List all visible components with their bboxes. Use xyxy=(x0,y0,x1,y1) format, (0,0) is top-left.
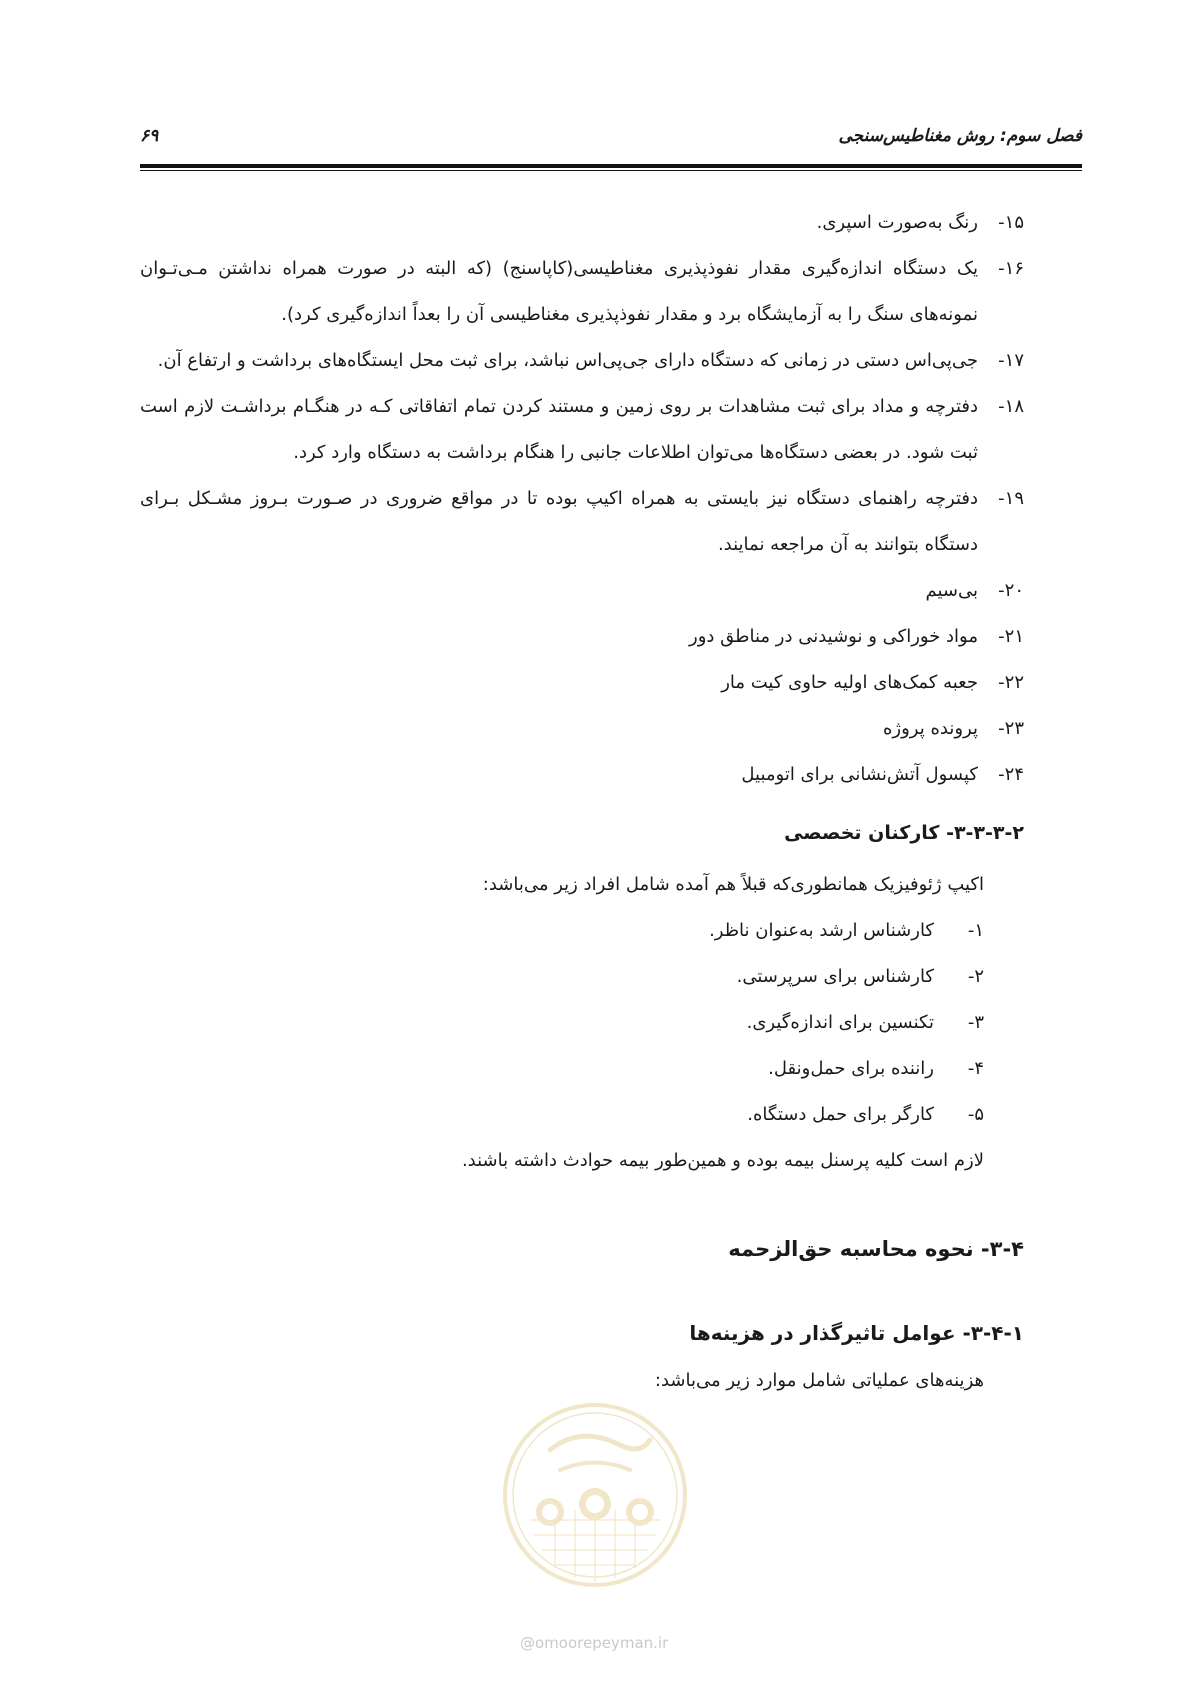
item-text: پرونده پروژه xyxy=(882,718,978,739)
item-number: ۱۵- xyxy=(998,212,1024,233)
item-number: ۴- xyxy=(967,1058,984,1079)
list-item xyxy=(140,568,1024,614)
item-number: ۲۱- xyxy=(998,626,1024,647)
running-header xyxy=(140,126,1082,156)
list-item xyxy=(140,246,1024,338)
item-text: دفترچه و مداد برای ثبت مشاهدات بر روی زمین و مستند کردن تمام اتفاقاتی کـه در هنگـام برداشـت لازم است ثبت شود. در بعضی دستگاه‌ها می‌توان اطلاعات جانبی را هنگام برداشت به دستگاه وارد کرد. xyxy=(140,396,978,463)
item-text: کارگر برای حمل دستگاه. xyxy=(747,1104,934,1125)
list-item xyxy=(140,908,1024,954)
item-number: ۲۳- xyxy=(998,718,1024,739)
section-heading-factors: ۳-۴-۱- عوامل تاثیرگذار در هزینه‌ها xyxy=(689,1321,1024,1345)
list-item xyxy=(140,200,1024,246)
watermark-url: @omoorepeyman.ir xyxy=(520,1634,669,1652)
page-body xyxy=(140,200,1024,1404)
item-text: راننده برای حمل‌ونقل. xyxy=(768,1058,934,1079)
list-item xyxy=(140,384,1024,476)
item-number: ۱۷- xyxy=(998,350,1024,371)
item-text: مواد خوراکی و نوشیدنی در مناطق دور xyxy=(689,626,978,647)
header-rule xyxy=(140,164,1082,168)
page-number: ۶۹ xyxy=(140,126,159,146)
item-number: ۲۴- xyxy=(998,764,1024,785)
item-number: ۳- xyxy=(967,1012,984,1033)
item-text: کارشناس ارشد به‌عنوان ناظر. xyxy=(709,920,934,941)
list-item xyxy=(140,954,1024,1000)
item-text: دفترچه راهنمای دستگاه نیز بایستی به همراه اکیپ بوده تا در مواقع ضروری در صـورت بـروز مشـکل بـرای دستگاه بتوانند به آن مراجعه نمایند. xyxy=(140,488,978,555)
chapter-title: فصل سوم: روش مغناطیس‌سنجی xyxy=(838,126,1082,146)
item-number: ۱۸- xyxy=(998,396,1024,417)
item-number: ۱- xyxy=(967,920,984,941)
item-text: رنگ به‌صورت اسپری. xyxy=(816,212,978,233)
item-text: یک دستگاه اندازه‌گیری مقدار نفوذپذیری مغناطیسی(کاپاسنج) (که البته در صورت همراه نداشتن مـی‌تـوان نمونه‌های سنگ را به آزمایشگاه برد و مقدار نفوذپذیری مغناطیسی آن را بعداً اندازه‌گیری کرد). xyxy=(140,258,978,325)
item-number: ۱۹- xyxy=(998,488,1024,509)
list-item xyxy=(140,752,1024,798)
item-text: کارشناس برای سرپرستی. xyxy=(736,966,934,987)
list-item xyxy=(140,1092,1024,1138)
list-item xyxy=(140,660,1024,706)
list-item xyxy=(140,706,1024,752)
factors-intro: هزینه‌های عملیاتی شامل موارد زیر می‌باشد: xyxy=(654,1370,984,1391)
item-text: بی‌سیم xyxy=(925,580,978,601)
item-text: جی‌پی‌اس دستی در زمانی که دستگاه دارای جی‌پی‌اس نباشد، برای ثبت محل ایستگاه‌های برداشت و ارتفاع آن. xyxy=(157,350,978,371)
list-item xyxy=(140,614,1024,660)
list-item xyxy=(140,1046,1024,1092)
section-heading-staff: ۳-۳-۳-۲- کارکنان تخصصی xyxy=(784,822,1024,844)
list-item xyxy=(140,476,1024,568)
item-number: ۲۰- xyxy=(998,580,1024,601)
staff-intro: اکیپ ژئوفیزیک همانطوری‌که قبلاً هم آمده شامل افراد زیر می‌باشد: xyxy=(482,874,984,895)
equipment-list xyxy=(140,200,1024,798)
list-item xyxy=(140,1000,1024,1046)
header-rule-thin xyxy=(140,170,1082,171)
item-number: ۵- xyxy=(967,1104,984,1125)
item-number: ۲۲- xyxy=(998,672,1024,693)
item-text: جعبه کمک‌های اولیه حاوی کیت مار xyxy=(721,672,978,693)
item-number: ۱۶- xyxy=(998,258,1024,279)
staff-list xyxy=(140,908,1024,1138)
list-item xyxy=(140,338,1024,384)
staff-outro: لازم است کلیه پرسنل بیمه بوده و همین‌طور بیمه حوادث داشته باشند. xyxy=(461,1150,984,1171)
section-heading-fee: ۳-۴- نحوه محاسبه حق‌الزحمه xyxy=(728,1237,1024,1261)
item-number: ۲- xyxy=(967,966,984,987)
watermark-logo xyxy=(500,1400,690,1590)
item-text: کپسول آتش‌نشانی برای اتومبیل xyxy=(741,764,978,785)
item-text: تکنسین برای اندازه‌گیری. xyxy=(746,1012,934,1033)
